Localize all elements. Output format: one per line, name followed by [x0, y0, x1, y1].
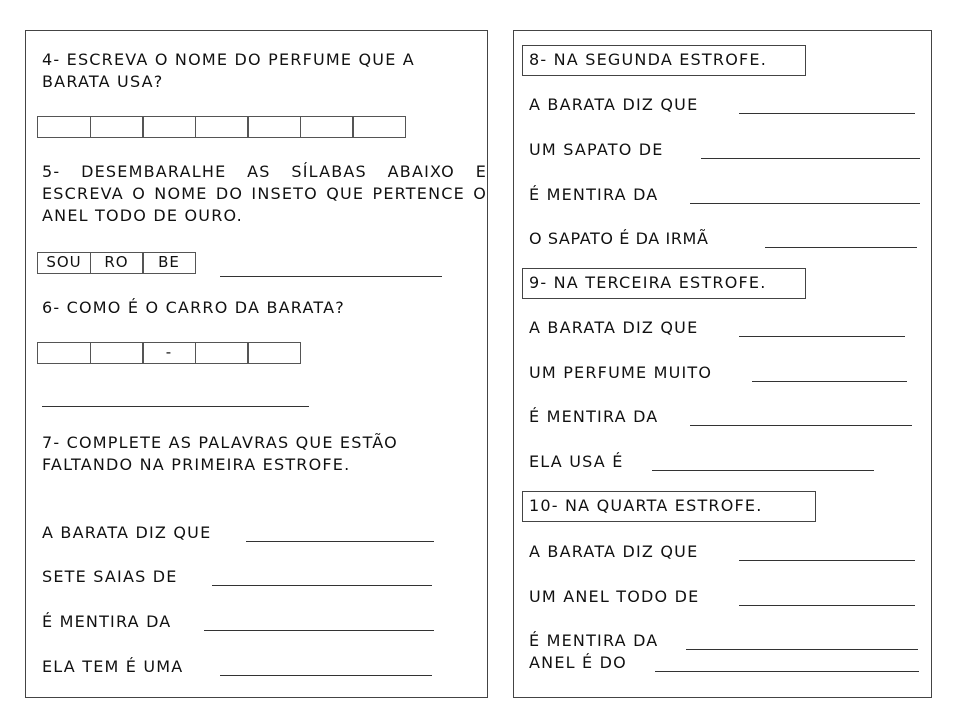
- section-title: 8- NA SEGUNDA ESTROFE.: [522, 45, 806, 76]
- syllable-box: BE: [142, 252, 196, 274]
- question-6-text: 6- COMO É O CARRO DA BARATA?: [42, 298, 345, 317]
- answer-line[interactable]: [220, 276, 442, 277]
- question-4-answer-boxes[interactable]: [37, 116, 406, 138]
- answer-box[interactable]: [37, 342, 91, 364]
- fill-label: UM PERFUME MUITO: [529, 363, 713, 382]
- fill-label: ELA TEM É UMA: [42, 657, 184, 676]
- fill-label: ANEL É DO: [529, 653, 627, 672]
- question-7-text: 7- COMPLETE AS PALAVRAS QUE ESTÃO FALTANDO NA PRIMEIRA ESTROFE.: [42, 433, 398, 474]
- fill-label: A BARATA DIZ QUE: [529, 542, 699, 561]
- answer-line[interactable]: [246, 541, 434, 542]
- answer-box[interactable]: -: [142, 342, 196, 364]
- question-6-answer-boxes[interactable]: [37, 342, 301, 364]
- section-title: 10- NA QUARTA ESTROFE.: [522, 491, 816, 522]
- answer-line[interactable]: [752, 381, 907, 382]
- section-title: 9- NA TERCEIRA ESTROFE.: [522, 268, 806, 299]
- answer-line[interactable]: [739, 605, 915, 606]
- answer-box[interactable]: [247, 342, 301, 364]
- answer-line[interactable]: [739, 560, 915, 561]
- answer-box[interactable]: [142, 116, 196, 138]
- fill-label: A BARATA DIZ QUE: [529, 95, 699, 114]
- answer-box[interactable]: [90, 116, 144, 138]
- fill-label: O SAPATO É DA IRMÃ: [529, 229, 709, 248]
- fill-label: UM ANEL TODO DE: [529, 587, 700, 606]
- answer-box[interactable]: [195, 342, 249, 364]
- answer-line[interactable]: [701, 158, 920, 159]
- answer-line[interactable]: [655, 671, 919, 672]
- fill-label: A BARATA DIZ QUE: [42, 523, 212, 542]
- answer-line[interactable]: [652, 470, 874, 471]
- fill-label: ELA USA É: [529, 452, 624, 471]
- answer-line[interactable]: [690, 425, 912, 426]
- answer-box[interactable]: [300, 116, 354, 138]
- fill-label: SETE SAIAS DE: [42, 567, 178, 586]
- answer-box[interactable]: [195, 116, 249, 138]
- syllable-boxes: [37, 252, 196, 274]
- answer-box[interactable]: [247, 116, 301, 138]
- answer-line[interactable]: [204, 630, 434, 631]
- fill-label: É MENTIRA DA: [529, 407, 659, 426]
- fill-label: A BARATA DIZ QUE: [529, 318, 699, 337]
- fill-label: É MENTIRA DA: [529, 631, 659, 650]
- question-4-text: 4- ESCREVA O NOME DO PERFUME QUE A BARATA USA?: [42, 50, 415, 91]
- answer-line[interactable]: [739, 336, 905, 337]
- fill-label: É MENTIRA DA: [529, 185, 659, 204]
- syllable-box: SOU: [37, 252, 91, 274]
- answer-box[interactable]: [37, 116, 91, 138]
- answer-line[interactable]: [686, 649, 918, 650]
- answer-line[interactable]: [212, 585, 432, 586]
- syllable-box: RO: [90, 252, 144, 274]
- answer-line[interactable]: [739, 113, 915, 114]
- answer-box[interactable]: [90, 342, 144, 364]
- answer-line[interactable]: [42, 406, 309, 407]
- fill-label: UM SAPATO DE: [529, 140, 664, 159]
- answer-box[interactable]: [352, 116, 406, 138]
- answer-line[interactable]: [220, 675, 432, 676]
- question-5-text: 5- DESEMBARALHE AS SÍLABAS ABAIXO E ESCREVA O NOME DO INSETO QUE PERTENCE O ANEL TODO DE OURO.: [42, 162, 487, 225]
- answer-line[interactable]: [765, 247, 917, 248]
- answer-line[interactable]: [690, 203, 920, 204]
- fill-label: É MENTIRA DA: [42, 612, 172, 631]
